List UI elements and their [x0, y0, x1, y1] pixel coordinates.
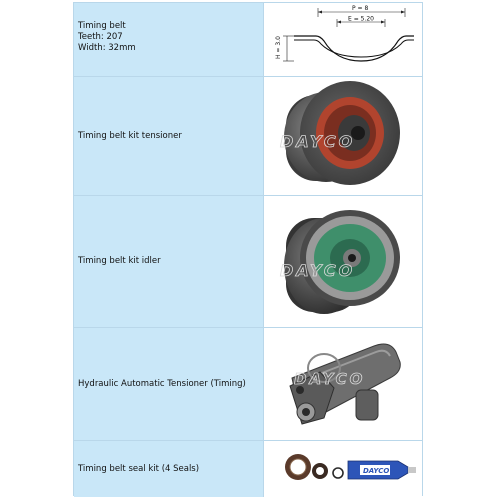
idler-pulley-icon	[264, 196, 422, 327]
label-cell	[74, 3, 264, 76]
belt-profile-diagram-icon	[264, 3, 422, 76]
seal-kit-icon	[264, 441, 422, 496]
h-label: H = 3.0	[275, 36, 282, 59]
idler-label: Timing belt kit idler	[78, 256, 161, 266]
label-cell	[74, 77, 264, 195]
image-cell	[264, 3, 422, 76]
label-cell	[74, 196, 264, 327]
dayco-watermark: DAYCO	[280, 261, 356, 280]
label-cell	[74, 328, 264, 440]
image-cell	[264, 196, 422, 327]
hydraulic-tensioner-icon	[264, 328, 422, 440]
belt-name: Timing belt	[78, 21, 126, 31]
dayco-watermark: DAYCO	[280, 132, 356, 151]
table-row-seal-kit	[74, 441, 422, 497]
hydraulic-tensioner-label: Hydraulic Automatic Tensioner (Timing)	[78, 378, 246, 389]
label-cell	[74, 441, 264, 497]
belt-width: Width: 32mm	[78, 43, 136, 53]
tensioner-pulley-icon	[264, 77, 422, 195]
belt-spec-text	[78, 21, 136, 54]
table-row-hydraulic-tensioner	[74, 328, 422, 441]
dayco-watermark: DAYCO	[294, 370, 366, 388]
belt-teeth: Teeth: 207	[78, 32, 123, 42]
product-spec-table	[73, 2, 423, 496]
tensioner-label: Timing belt kit tensioner	[78, 130, 182, 141]
table-row-timing-belt	[74, 3, 422, 77]
table-row-tensioner	[74, 77, 422, 196]
image-cell	[264, 328, 422, 440]
tube-brand-text: DAYCO	[363, 467, 390, 475]
image-cell	[264, 77, 422, 195]
e-label: E = 5.20	[348, 15, 374, 23]
pitch-label: P = 8	[352, 5, 369, 12]
seal-kit-label: Timing belt seal kit (4 Seals)	[78, 463, 200, 474]
table-row-idler	[74, 196, 422, 328]
image-cell	[264, 441, 422, 497]
